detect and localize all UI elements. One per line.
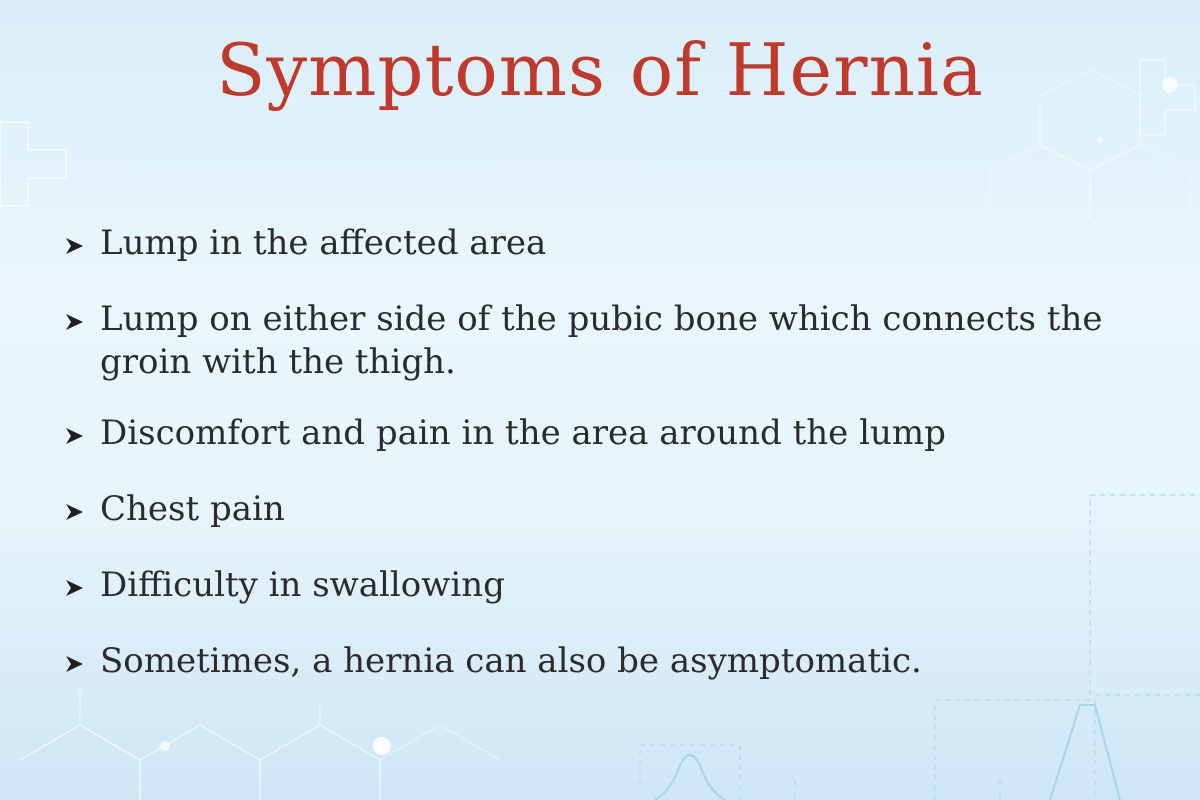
list-item <box>64 298 1164 384</box>
list-item <box>64 640 1164 688</box>
symptom-text: Lump in the affected area <box>100 223 547 263</box>
symptom-text: Discomfort and pain in the area around the lump <box>100 413 946 453</box>
list-item <box>64 488 1164 536</box>
symptom-text: Sometimes, a hernia can also be asymptomatic. <box>100 641 922 681</box>
page-title: Symptoms of Hernia <box>216 28 984 112</box>
medical-cross-icon <box>0 122 66 206</box>
list-item <box>64 412 1164 460</box>
symptoms-list <box>64 222 1164 716</box>
list-item <box>64 222 1164 270</box>
arrowhead-bullet-icon <box>64 640 100 688</box>
arrowhead-bullet-icon <box>64 488 100 536</box>
symptom-text: Difficulty in swallowing <box>100 565 505 605</box>
symptom-text: Lump on either side of the pubic bone which connects the groin with the thigh. <box>100 299 1103 382</box>
arrowhead-bullet-icon <box>64 222 100 270</box>
arrowhead-bullet-icon <box>64 564 100 612</box>
arrowhead-bullet-icon <box>64 298 100 346</box>
arrowhead-bullet-icon <box>64 412 100 460</box>
symptom-text: Chest pain <box>100 489 285 529</box>
list-item <box>64 564 1164 612</box>
